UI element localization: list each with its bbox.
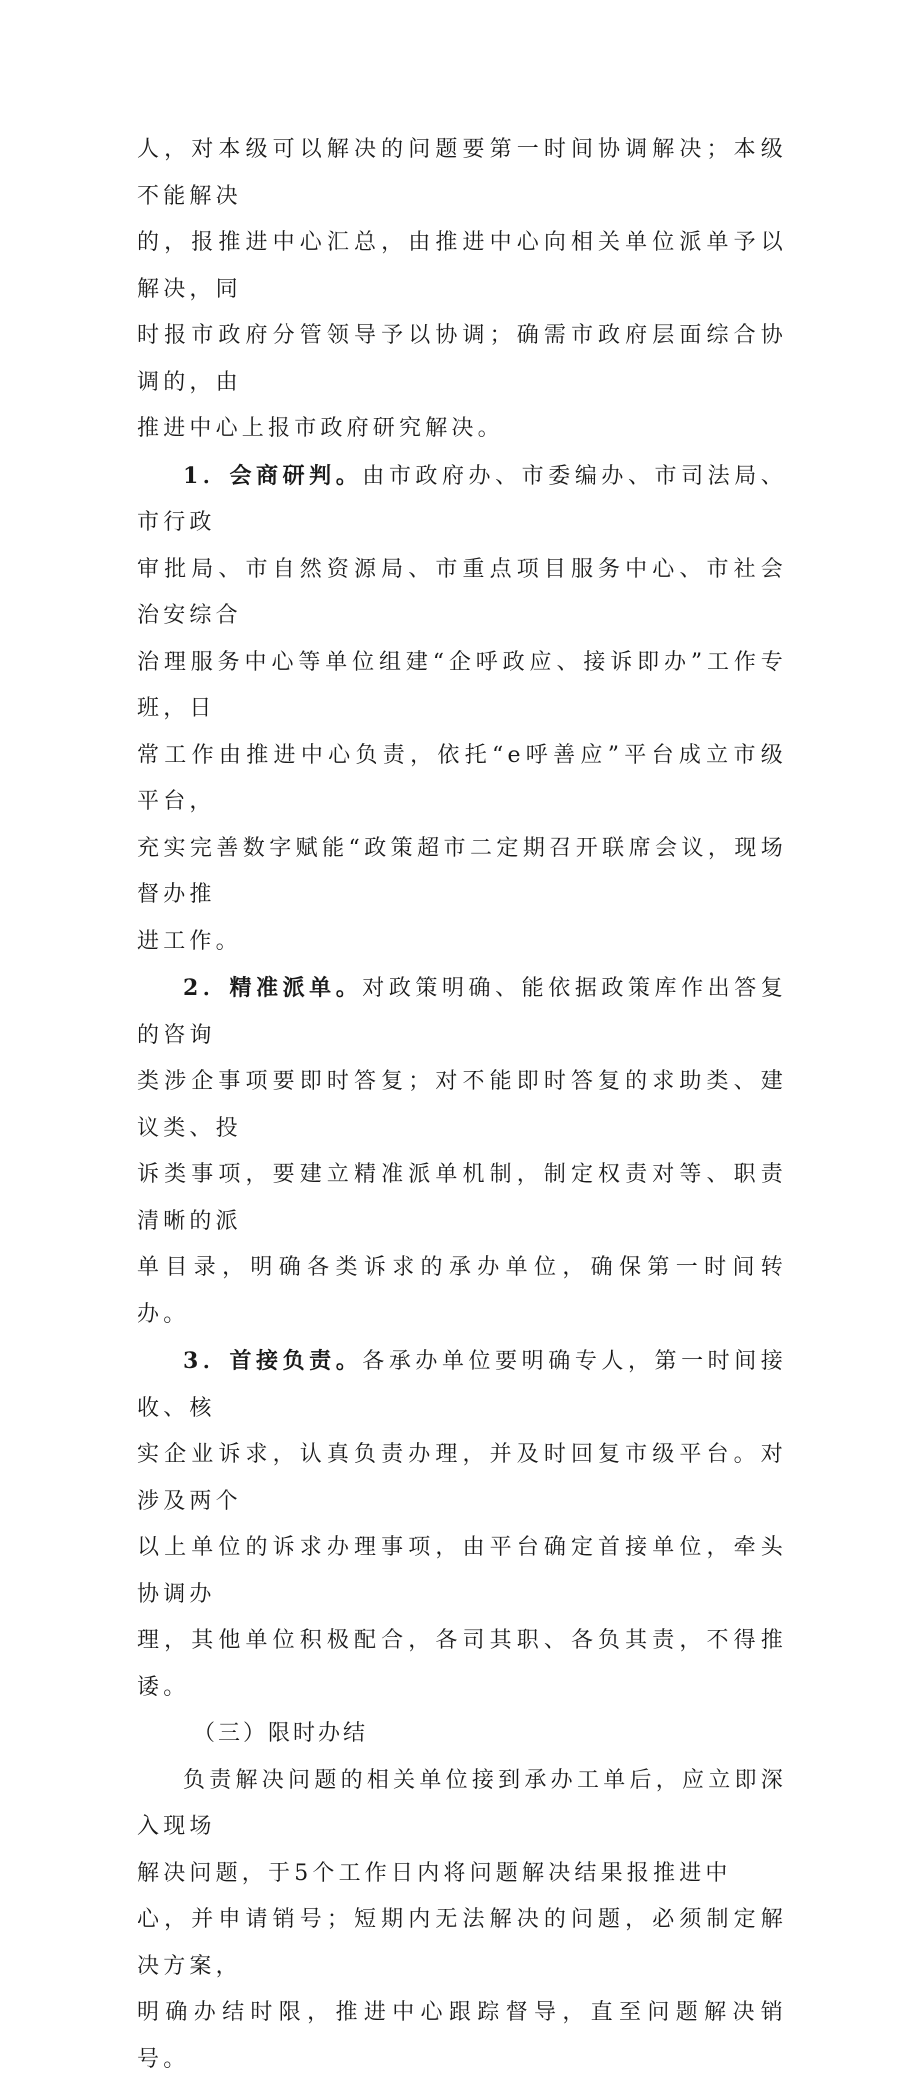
- text-line: 明确办结时限，推进中心跟踪督导，直至问题解决销号。: [137, 1990, 787, 2083]
- item-text: 由市政府办、市委编办、市司法局、市行政: [137, 464, 787, 536]
- section-heading: （三）限时办结: [137, 1711, 787, 1758]
- paragraph-item-2: [137, 965, 787, 1338]
- text-line: 的，报推进中心汇总，由推进中心向相关单位派单予以解决，同: [137, 220, 787, 313]
- text-line: 治理服务中心等单位组建“企呼政应、接诉即办”工作专班，日: [137, 640, 787, 733]
- text-line: 充实完善数字赋能“政策超市二定期召开联席会议，现场督办推: [137, 826, 787, 919]
- paragraph-item-3: [137, 1338, 787, 1711]
- text-line: 诉类事项，要建立精准派单机制，制定权责对等、职责清晰的派: [137, 1152, 787, 1245]
- item-heading: 3．首接负责。: [183, 1348, 362, 1374]
- text-line: 时报市政府分管领导予以协调；确需市政府层面综合协调的，由: [137, 313, 787, 406]
- item-heading: 1．会商研判。: [183, 463, 362, 489]
- item-text: 对政策明确、能依据政策库作出答复的咨询: [137, 976, 787, 1048]
- text-line: 负责解决问题的相关单位接到承办工单后，应立即深入现场: [137, 1758, 787, 1851]
- text-line: 实企业诉求，认真负责办理，并及时回复市级平台。对涉及两个: [137, 1432, 787, 1525]
- text-line: 解决问题，于5个工作日内将问题解决结果报推进中: [137, 1851, 787, 1898]
- item-heading: 2．精准派单。: [183, 975, 362, 1001]
- text-line: [137, 1338, 787, 1432]
- text-line: 人，对本级可以解决的问题要第一时间协调解决；本级不能解决: [137, 127, 787, 220]
- text-line: 审批局、市自然资源局、市重点项目服务中心、市社会治安综合: [137, 547, 787, 640]
- text-line: 单目录，明确各类诉求的承办单位，确保第一时间转办。: [137, 1245, 787, 1338]
- text-line: 进工作。: [137, 919, 787, 966]
- text-line: [137, 453, 787, 547]
- text-line: 以上单位的诉求办理事项，由平台确定首接单位，牵头协调办: [137, 1525, 787, 1618]
- document-body: [137, 127, 787, 2083]
- text-line: 理，其他单位积极配合，各司其职、各负其责，不得推诿。: [137, 1618, 787, 1711]
- text-line: 推进中心上报市政府研究解决。: [137, 406, 787, 453]
- text-line: 常工作由推进中心负责，依托“e呼善应”平台成立市级平台，: [137, 733, 787, 826]
- paragraph-item-1: [137, 453, 787, 966]
- text-line: 类涉企事项要即时答复；对不能即时答复的求助类、建议类、投: [137, 1059, 787, 1152]
- paragraph-final: [137, 1758, 787, 2083]
- text-line: [137, 965, 787, 1059]
- item-text: 各承办单位要明确专人，第一时间接收、核: [137, 1349, 787, 1421]
- paragraph-continuation: [137, 127, 787, 453]
- text-line: 心，并申请销号；短期内无法解决的问题，必须制定解决方案，: [137, 1897, 787, 1990]
